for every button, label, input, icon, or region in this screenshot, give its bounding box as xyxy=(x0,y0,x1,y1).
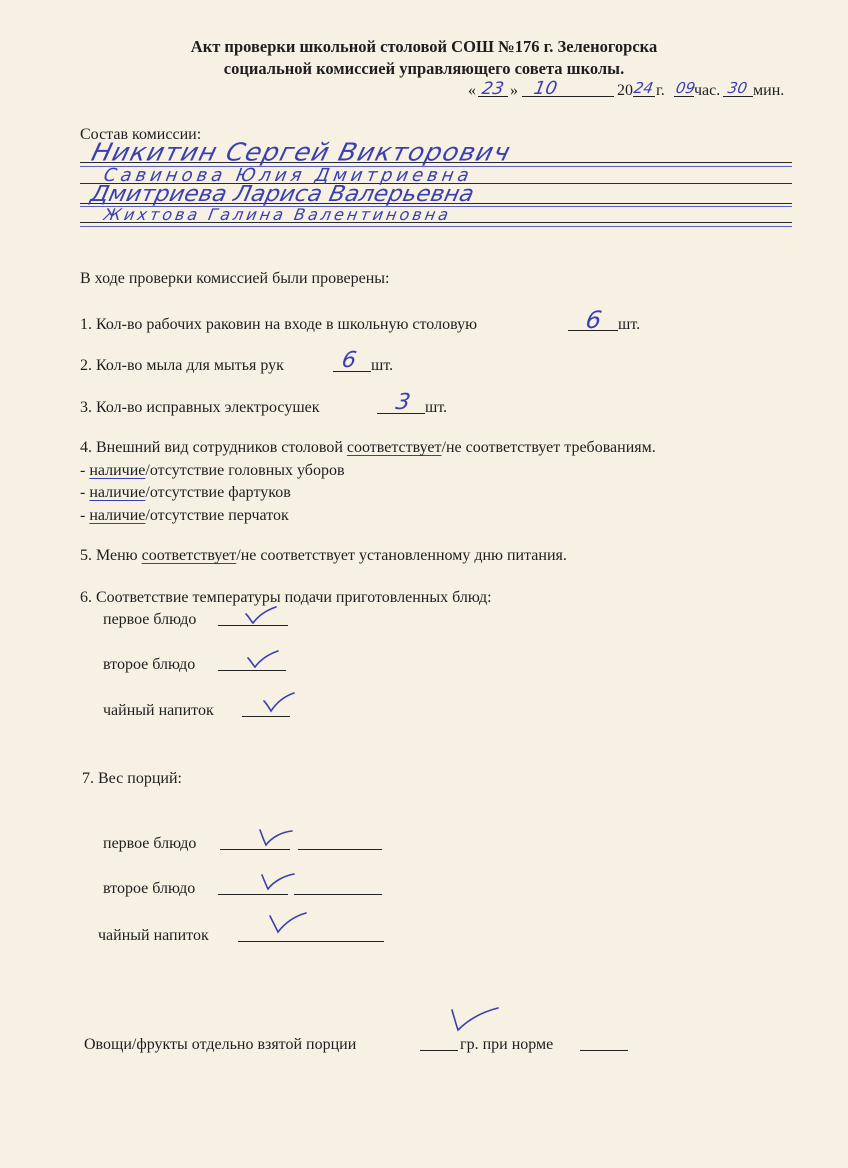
commission-member-2: Савинова Юлия Дмитриевна xyxy=(102,165,475,186)
date-year-value: 24 xyxy=(632,79,655,97)
title-line-2: социальной комиссией управляющего совета школы. xyxy=(223,59,625,78)
question-6-title: 6. Соответствие температуры подачи приготовленных блюд: xyxy=(80,589,492,606)
title-line-1: Акт проверки школьной столовой СОШ №176 г. Зеленогорска xyxy=(190,37,658,56)
question-6-row-2-label: второе блюдо xyxy=(103,656,196,673)
question-5-text-before: 5. Меню xyxy=(80,547,142,564)
question-4-sub-1: - наличие/отсутствие головных уборов xyxy=(80,462,345,479)
question-1-unit: шт. xyxy=(618,316,641,333)
question-4-sub-2-selected: наличие xyxy=(89,484,146,501)
date-year-unit: г. xyxy=(656,82,665,99)
date-close-quote: » xyxy=(510,82,518,99)
question-6-row-3-label: чайный напиток xyxy=(103,702,214,719)
commission-member-1: Никитин Сергей Викторович xyxy=(88,138,514,168)
question-6-row-3-check-icon xyxy=(262,692,296,714)
vegetables-norm-field xyxy=(580,1036,628,1056)
question-3-text: 3. Кол-во исправных электросушек xyxy=(80,399,320,416)
question-7-row-3-check-icon xyxy=(268,910,308,936)
question-4-sub-2: - наличие/отсутствие фартуков xyxy=(80,484,291,501)
vegetables-field xyxy=(420,1036,458,1056)
question-7-title: 7. Вес порций: xyxy=(82,770,182,787)
question-7-row-2-check-icon xyxy=(260,870,296,892)
date-month-value: 10 xyxy=(532,78,559,99)
question-7-row-2-label: второе блюдо xyxy=(103,880,196,897)
vegetables-unit: гр. при норме xyxy=(460,1036,554,1053)
question-7-row-3-label: чайный напиток xyxy=(98,927,209,944)
question-1-value: 6 xyxy=(583,306,604,334)
question-6-row-1-check-icon xyxy=(244,606,278,626)
date-open-quote: « xyxy=(468,82,476,99)
date-day-value: 23 xyxy=(480,79,506,99)
question-2-unit: шт. xyxy=(371,357,394,374)
vegetables-text: Овощи/фрукты отдельно взятой порции xyxy=(84,1036,357,1053)
question-4-sub-3-selected: наличие xyxy=(89,507,146,524)
question-3-unit: шт. xyxy=(425,399,448,416)
commission-label: Состав комиссии: xyxy=(80,126,202,143)
question-7-row-1-label: первое блюдо xyxy=(103,835,197,852)
question-7-row-2-field-b xyxy=(294,880,382,900)
question-5-selected: соответствует xyxy=(141,547,237,564)
question-4-text-before: 4. Внешний вид сотрудников столовой xyxy=(80,439,347,456)
date-year-prefix: 20 xyxy=(617,82,633,99)
date-minute-unit: мин. xyxy=(753,82,785,99)
question-4-sub-3: - наличие/отсутствие перчаток xyxy=(80,507,289,524)
question-4-selected: соответствует xyxy=(346,439,442,456)
date-minute-value: 30 xyxy=(726,79,749,97)
date-hour-unit: час. xyxy=(694,82,721,99)
question-4-sub-1-selected: наличие xyxy=(89,462,146,479)
question-4 xyxy=(80,439,656,457)
question-5-text-after: /не соответствует установленному дню питания. xyxy=(236,547,567,564)
question-2-text: 2. Кол-во мыла для мытья рук xyxy=(80,357,284,374)
date-hour-value: 09 xyxy=(674,79,697,97)
commission-member-4: Жихтова Галина Валентиновна xyxy=(102,205,453,224)
question-6-row-1-label: первое блюдо xyxy=(103,611,197,628)
vegetables-check-icon xyxy=(450,1006,500,1034)
commission-member-3: Дмитриева Лариса Валерьевна xyxy=(88,182,477,207)
question-3-value: 3 xyxy=(393,390,413,415)
question-7-row-1-field-b xyxy=(298,835,382,855)
question-1-text: 1. Кол-во рабочих раковин на входе в школьную столовую xyxy=(80,316,478,333)
question-4-text-after: /не соответствует требованиям. xyxy=(441,439,656,456)
question-2-value: 6 xyxy=(339,348,359,373)
intro-text: В ходе проверки комиссией были проверены: xyxy=(80,270,390,287)
question-5 xyxy=(80,547,567,565)
question-7-row-3-field xyxy=(238,927,384,947)
question-6-row-2-check-icon xyxy=(246,650,280,670)
question-7-row-1-check-icon xyxy=(258,826,294,848)
